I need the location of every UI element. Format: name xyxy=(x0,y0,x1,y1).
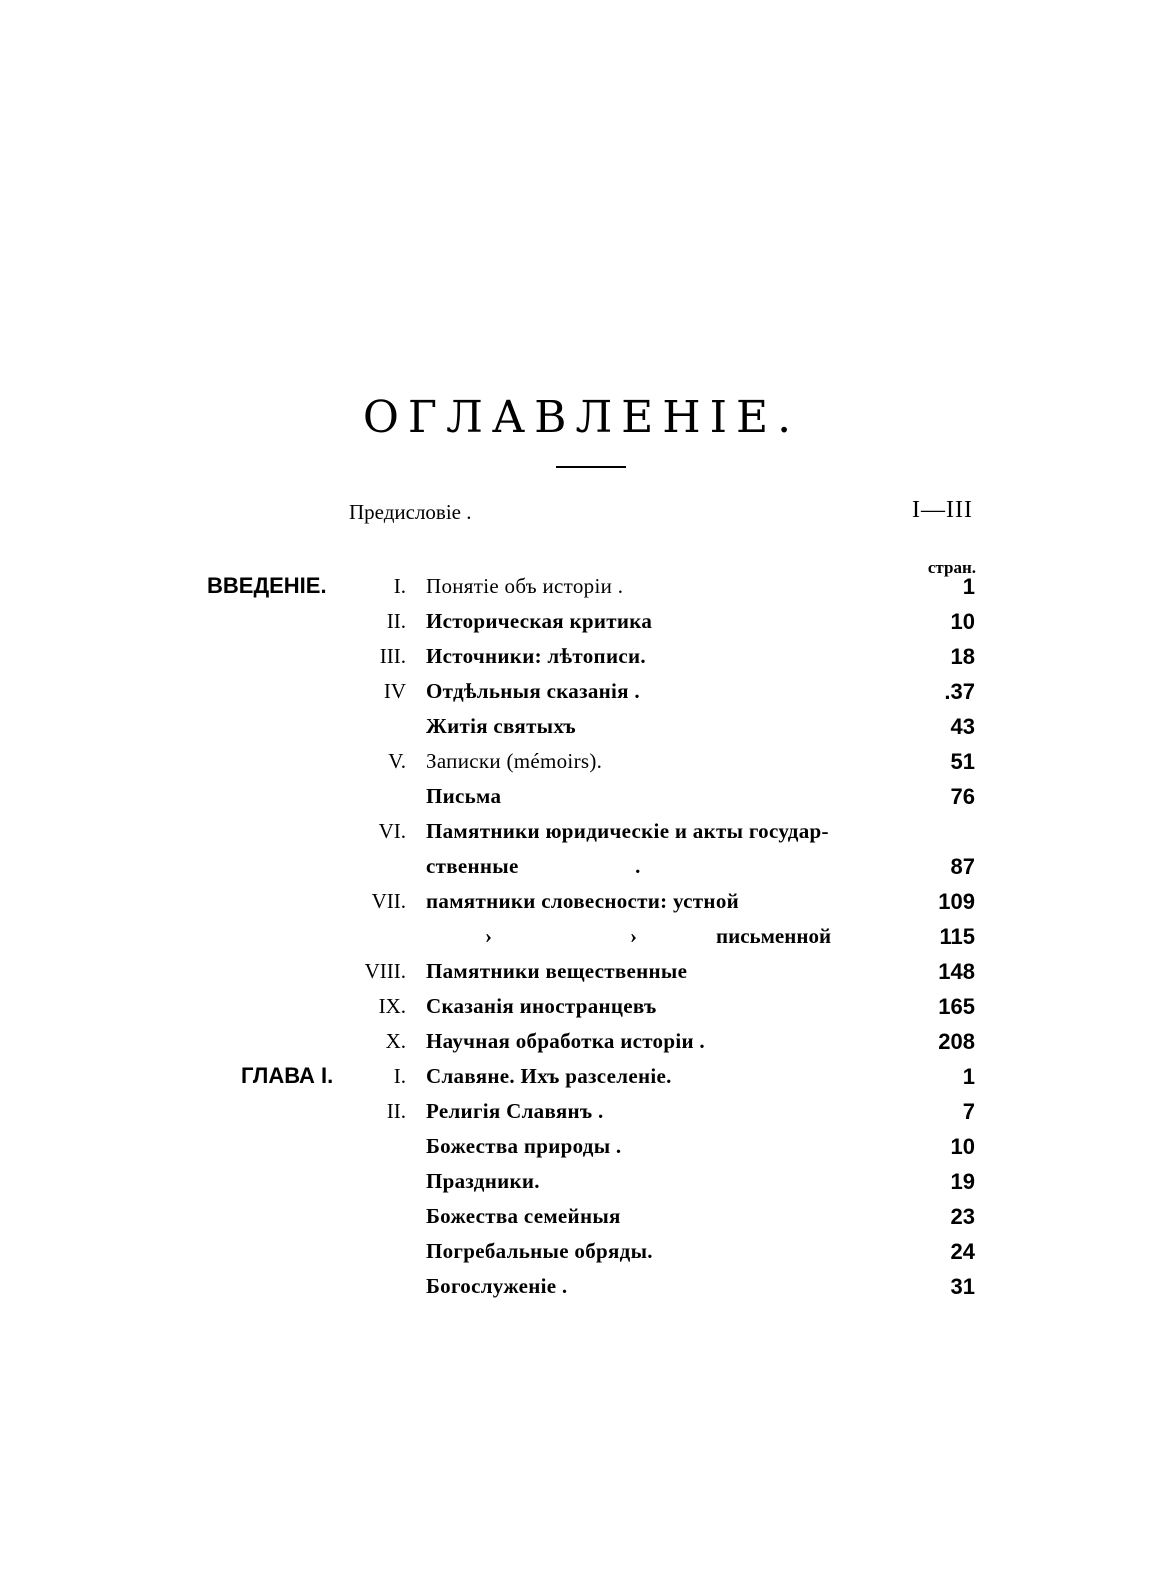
section-title: Памятники вещественные xyxy=(426,959,688,983)
page-number: 1 xyxy=(962,1064,975,1089)
page-number: 115 xyxy=(939,924,975,949)
section-number: VI. xyxy=(378,819,406,843)
section-title: Погребальные обряды. xyxy=(426,1239,653,1263)
toc-row xyxy=(0,1166,1163,1201)
toc-row xyxy=(0,571,1163,606)
preface-label: Предисловіе . xyxy=(349,500,472,524)
section-title: Божества семейныя xyxy=(426,1204,621,1228)
page-number: 76 xyxy=(950,784,975,809)
section-title: Сказанія иностранцевъ xyxy=(426,994,657,1018)
toc-row xyxy=(0,1201,1163,1236)
section-number: V. xyxy=(388,749,406,773)
page-title: ОГЛАВЛЕНІЕ. xyxy=(362,392,801,443)
page-number: .37 xyxy=(944,679,975,704)
section-title: Религія Славянъ . xyxy=(426,1099,604,1123)
section-number: IX. xyxy=(378,994,406,1018)
preface-pages: I—III xyxy=(912,497,973,523)
page-number: 23 xyxy=(950,1204,975,1229)
page-number: 19 xyxy=(950,1169,975,1194)
toc-row xyxy=(0,816,1163,851)
section-title: Памятники юридическіе и акты государ- xyxy=(426,819,829,843)
section-title: Праздники. xyxy=(426,1169,540,1193)
toc-row xyxy=(0,1061,1163,1096)
ditto-mark: › xyxy=(630,924,637,948)
toc-row xyxy=(0,781,1163,816)
page-number: 24 xyxy=(950,1239,975,1264)
section-number: II. xyxy=(386,609,406,633)
section-number: III. xyxy=(379,644,406,668)
toc-row xyxy=(0,1131,1163,1166)
page-number: 10 xyxy=(950,1134,975,1159)
toc-row xyxy=(0,886,1163,921)
section-title: Записки (mémoirs). xyxy=(426,749,603,773)
toc-row xyxy=(0,921,1163,956)
section-number: II. xyxy=(386,1099,406,1123)
section-number: I. xyxy=(393,574,406,598)
section-number: VIII. xyxy=(364,959,406,983)
section-title: письменной xyxy=(716,924,832,948)
toc-row xyxy=(0,956,1163,991)
section-number: VII. xyxy=(371,889,406,913)
page-number: 1 xyxy=(962,574,975,599)
section-number: I. xyxy=(393,1064,406,1088)
page-number: 10 xyxy=(950,609,975,634)
toc-row xyxy=(0,1236,1163,1271)
section-title: Письма xyxy=(426,784,502,808)
toc-row xyxy=(0,1271,1163,1306)
page-number: 51 xyxy=(950,749,975,774)
section-title: Божества природы . xyxy=(426,1134,622,1158)
title-divider xyxy=(556,466,626,468)
page-number: 43 xyxy=(950,714,975,739)
toc-row xyxy=(0,991,1163,1026)
toc-row xyxy=(0,746,1163,781)
part-label: ВВЕДЕНІЕ. xyxy=(207,573,327,598)
page-number: 208 xyxy=(938,1029,975,1054)
toc-row xyxy=(0,851,1163,886)
toc-row xyxy=(0,1026,1163,1061)
section-title: Понятіе объ исторіи . xyxy=(426,574,624,598)
toc-row xyxy=(0,606,1163,641)
toc-row xyxy=(0,1096,1163,1131)
toc-row xyxy=(0,676,1163,711)
section-title: Житія святыхъ xyxy=(426,714,576,738)
section-title: памятники словесности: устной xyxy=(426,889,740,913)
page-number: 148 xyxy=(938,959,975,984)
section-title: Источники: лѣтописи. xyxy=(426,644,646,668)
page-number: 7 xyxy=(962,1099,975,1124)
page-number: 31 xyxy=(950,1274,975,1299)
section-title: Богослуженіе . xyxy=(426,1274,568,1298)
section-title: Отдѣльныя сказанія . xyxy=(426,679,640,703)
section-title: ственные . xyxy=(426,854,641,878)
section-title: Научная обработка исторіи . xyxy=(426,1029,705,1053)
pages-column-header: стран. xyxy=(927,558,976,577)
table-of-contents xyxy=(0,571,1163,1306)
toc-row xyxy=(0,641,1163,676)
section-number: X. xyxy=(385,1029,406,1053)
section-title: Славяне. Ихъ разселеніе. xyxy=(426,1064,672,1088)
page-number: 165 xyxy=(938,994,975,1019)
section-title: Историческая критика xyxy=(426,609,653,633)
page-number: 109 xyxy=(938,889,975,914)
ditto-mark: › xyxy=(485,924,492,948)
part-label: ГЛАВА I. xyxy=(241,1063,334,1088)
section-number: IV xyxy=(383,679,406,703)
toc-row xyxy=(0,711,1163,746)
page-number: 87 xyxy=(950,854,975,879)
page-number: 18 xyxy=(950,644,975,669)
